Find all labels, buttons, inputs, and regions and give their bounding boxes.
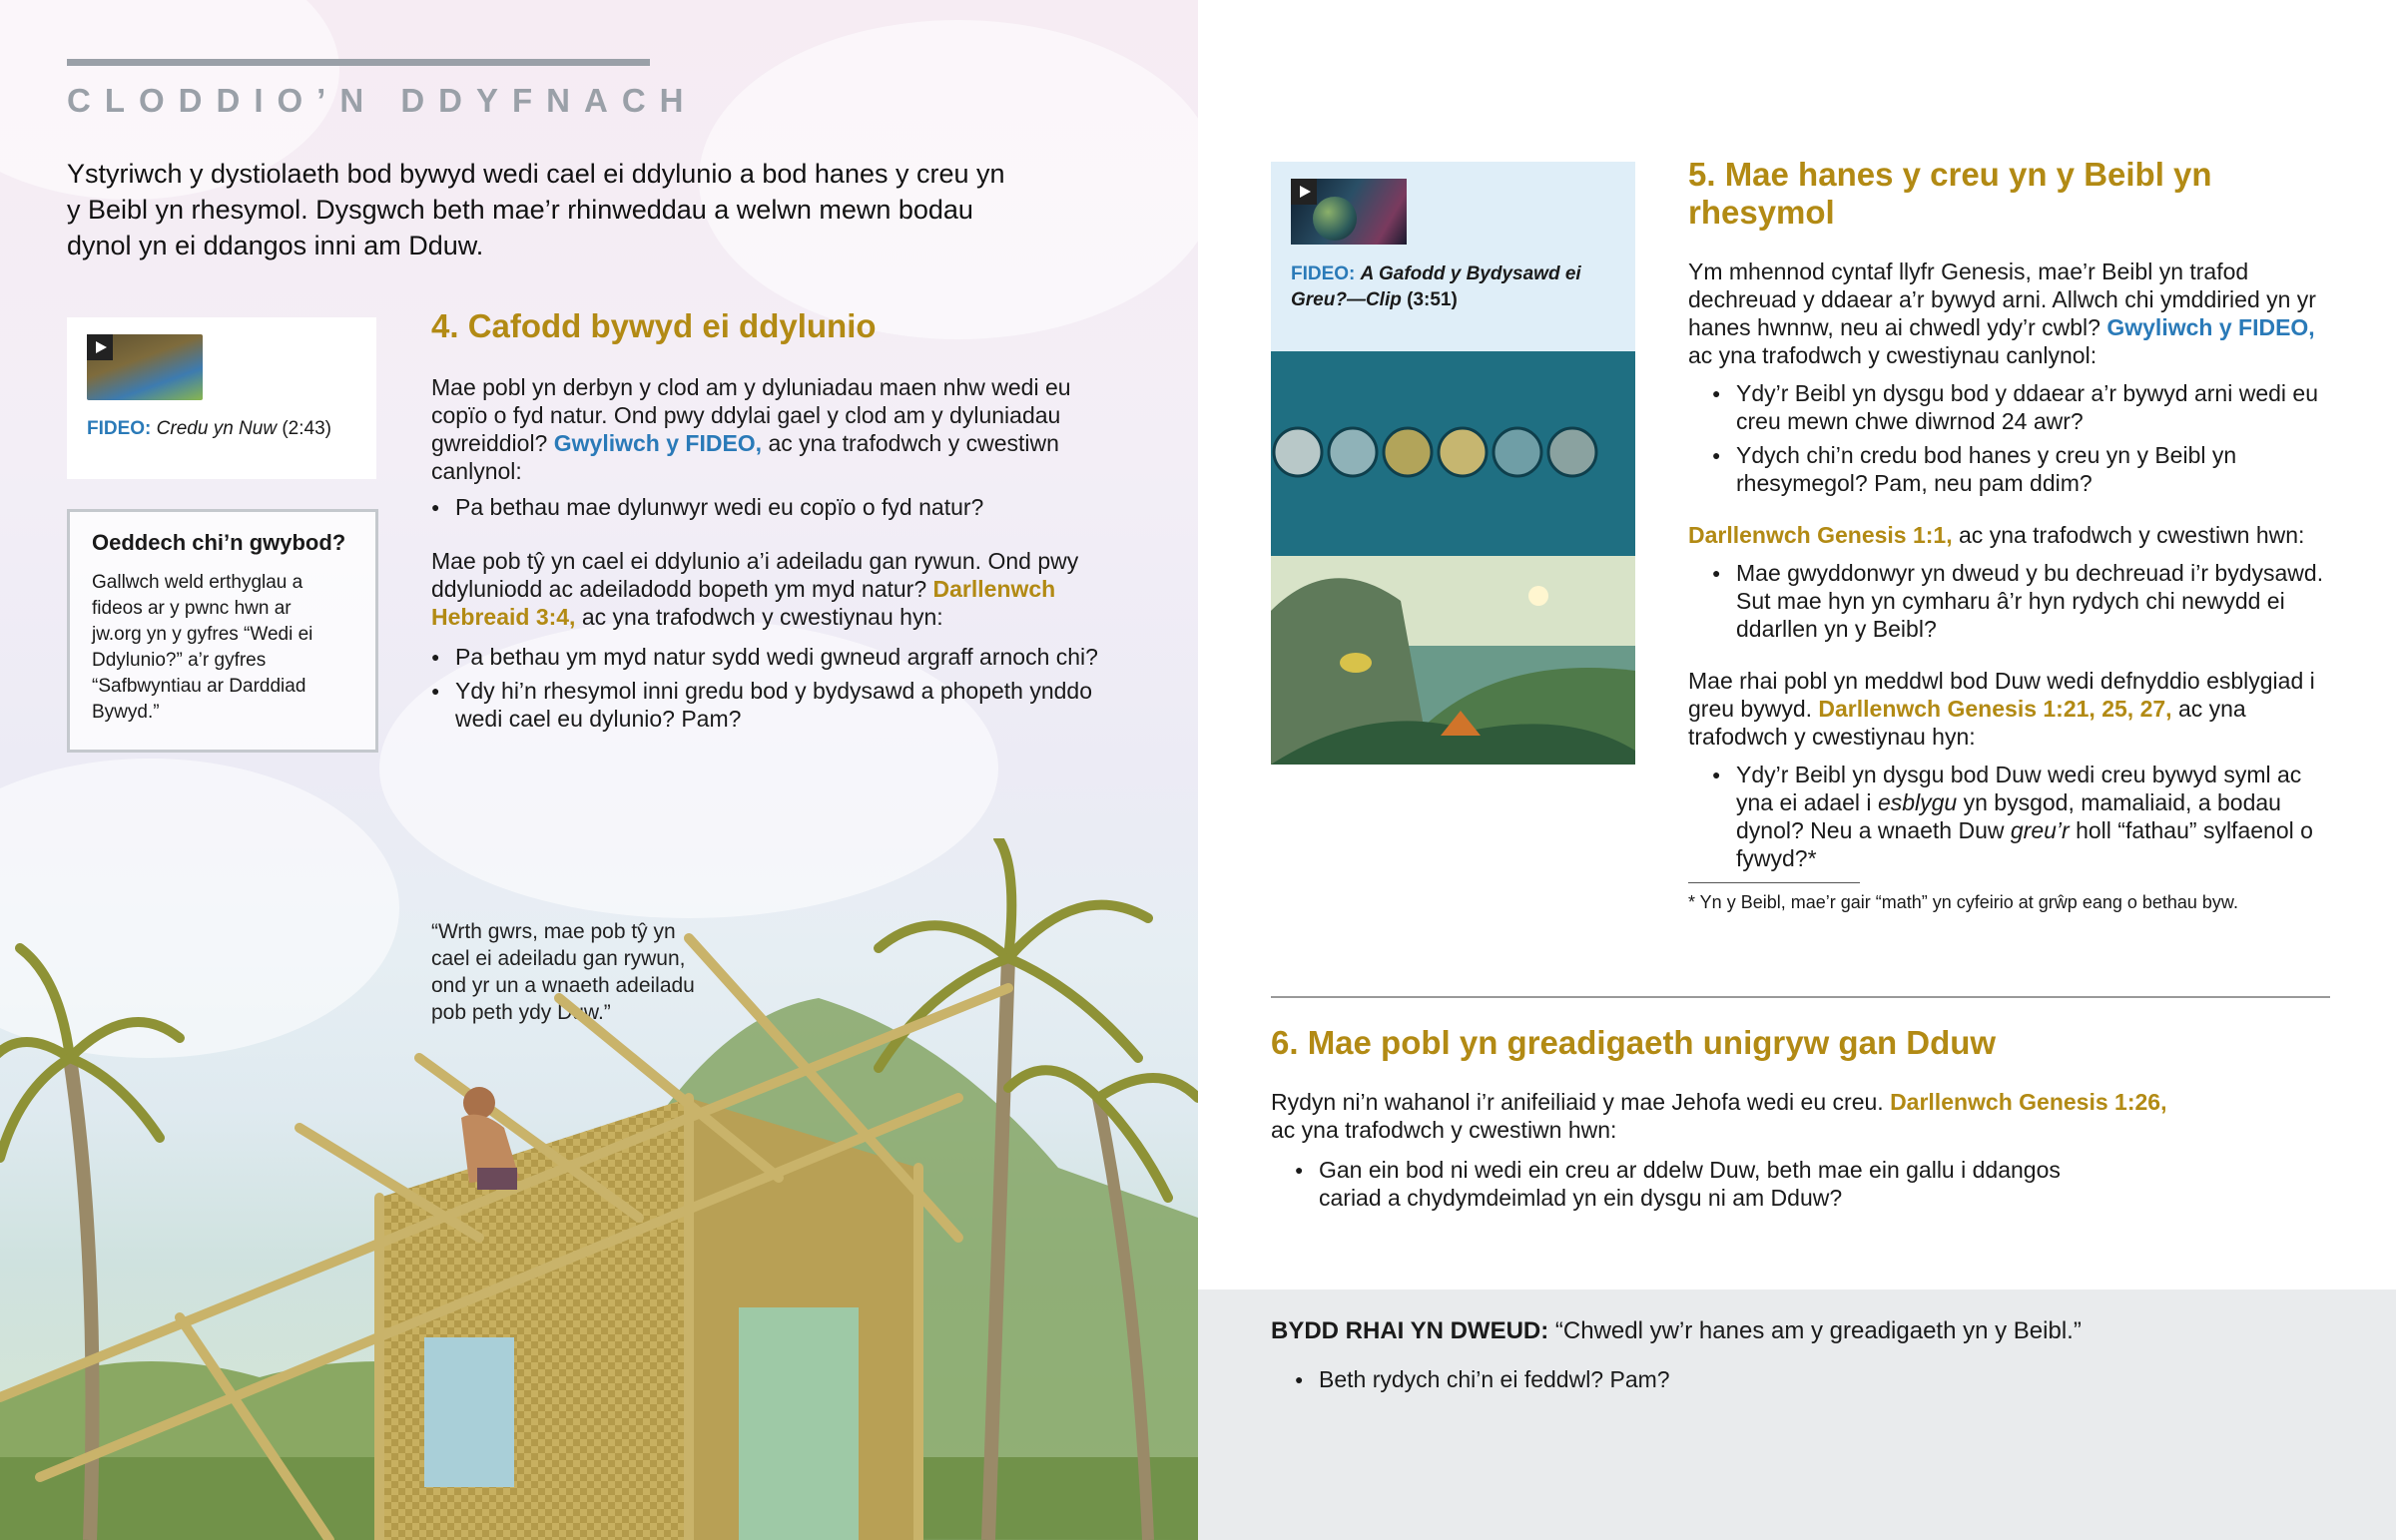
question-list xyxy=(1271,1156,2113,1212)
question-item: ● Pa bethau mae dylunwyr wedi eu copïo o fyd natur? xyxy=(431,493,1130,521)
section-4-heading: 4. Cafodd bywyd ei ddylunio xyxy=(431,307,877,344)
intro-text: Ystyriwch y dystiolaeth bod bywyd wedi cael ei ddylunio a bod hanes y creu yn y Beibl yn rhesymol. Dysgwch beth mae’r rhinweddau a welwn mewn bodau dynol yn ei ddangos inni am Dduw. xyxy=(67,159,1005,260)
question-item xyxy=(1712,761,2327,872)
question-item: ● Ydych chi’n credu bod hanes y creu yn y Beibl yn rhesymegol? Pam, neu pam ddim? xyxy=(1712,441,2327,497)
question-item: ● Ydy hi’n rhesymol inni gredu bod y bydysawd a phopeth ynddo wedi cael eu dylunio? Pam? xyxy=(431,677,1130,733)
question-text: yn bysgod, mamaliaid, a bodau dynol? Neu a wnaeth Duw xyxy=(1736,789,2281,843)
paragraph-tail: ac yna trafodwch y cwestiwn canlynol: xyxy=(431,430,1059,484)
creation-illustration xyxy=(1271,351,1635,765)
play-icon[interactable] xyxy=(1291,179,1317,205)
read-scripture-link[interactable]: Darllenwch Genesis 1:21, 25, 27, xyxy=(1818,696,2172,722)
section-6-body xyxy=(1271,1088,2169,1212)
did-you-know-text: Gallwch weld erthyglau a fideos ar y pwnc hwn ar jw.org yn y gyfres “Wedi ei Ddylunio?” a’r gyfres “Safbwyntiau ar Darddiad Bywyd.” xyxy=(92,572,313,723)
section-5-heading: 5. Mae hanes y creu yn y Beibl yn rhesymol xyxy=(1688,156,2212,231)
video-card-credu[interactable] xyxy=(67,317,376,479)
did-you-know-title: Oeddech chi’n gwybod? xyxy=(92,530,346,555)
question-list xyxy=(431,643,1130,733)
some-say-text: “Chwedl yw’r hanes am y greadigaeth yn y Beibl.” xyxy=(1554,1317,2082,1344)
question-text: Ydy’r Beibl yn dysgu bod Duw wedi creu bywyd syml ac yna ei adael i xyxy=(1736,762,2302,815)
read-scripture-link[interactable]: Darllenwch Hebreaid 3:4, xyxy=(431,576,1056,630)
question-list xyxy=(1688,559,2327,643)
watch-video-link[interactable]: Gwyliwch y FIDEO, xyxy=(553,430,763,456)
paragraph-tail: ac yna trafodwch y cwestiynau hyn: xyxy=(581,604,943,630)
section-5-paragraph-3 xyxy=(1688,667,2327,751)
video-thumbnail[interactable] xyxy=(87,334,203,400)
footnote-rule xyxy=(1688,882,1860,883)
paragraph-text: Ym mhennod cyntaf llyfr Genesis, mae’r Beibl yn trafod dechreuad y ddaear a’r bywyd arni. Allwch chi ymddiried yn yr hanes hwnnw, neu ai chwedl ydy’r cwbl? xyxy=(1688,258,2316,340)
bamboo-house-illustration xyxy=(0,838,1198,1540)
paragraph-text: Mae rhai pobl yn meddwl bod Duw wedi defnyddio esblygiad i greu bywyd. xyxy=(1688,668,2315,722)
paragraph-text: Rydyn ni’n wahanol i’r anifeiliaid y mae Jehofa wedi eu creu. xyxy=(1271,1089,1884,1115)
section-title: CLODDIO’N DDYFNACH xyxy=(67,82,698,119)
section-4-body xyxy=(431,373,1130,733)
question-list xyxy=(431,493,1130,521)
video-title: A Gafodd y Bydysawd ei Greu?—Clip xyxy=(1291,263,1581,310)
question-text: holl “fathau” sylfaenol o fywyd?* xyxy=(1736,817,2313,871)
section-4-paragraph-1 xyxy=(431,373,1130,485)
section-6-paragraph-1 xyxy=(1271,1088,2169,1144)
video-thumbnail[interactable] xyxy=(1291,179,1407,245)
question-item: ● Pa bethau ym myd natur sydd wedi gwneud argraff arnoch chi? xyxy=(431,643,1130,671)
question-item: ● Mae gwyddonwyr yn dweud y bu dechreuad i’r bydysawd. Sut mae hyn yn cymharu â’r hyn rydych chi newydd ei ddarllen yn y Beibl? xyxy=(1712,559,2327,643)
play-icon[interactable] xyxy=(87,334,113,360)
section-4-paragraph-2 xyxy=(431,547,1130,631)
section-divider xyxy=(1271,996,2330,998)
question-item: ● Gan ein bod ni wedi ein creu ar ddelw Duw, beth mae ein gallu i ddangos cariad a chydymdeimlad yn ein dysgu ni am Dduw? xyxy=(1295,1156,2113,1212)
footnote: * Yn y Beibl, mae’r gair “math” yn cyfeirio at grŵp eang o bethau byw. xyxy=(1688,892,2238,912)
question-list xyxy=(1688,379,2327,497)
video-title: Credu yn Nuw xyxy=(156,418,278,439)
video-card-bydysawd[interactable] xyxy=(1271,162,1635,351)
video-caption[interactable] xyxy=(1291,261,1610,313)
section-title-bar xyxy=(67,59,650,66)
paragraph-text: Mae pob tŷ yn cael ei ddylunio a’i adeiladu gan rywun. Ond pwy ddyluniodd ac adeiladodd bopeth ym myd natur? xyxy=(431,548,1079,602)
paragraph-tail: ac yna trafodwch y cwestiwn hwn: xyxy=(1271,1117,1617,1143)
section-5-paragraph-1 xyxy=(1688,257,2327,369)
question-list xyxy=(1295,1359,1670,1393)
some-say-label: BYDD RHAI YN DWEUD: xyxy=(1271,1317,1549,1344)
question-list xyxy=(1688,761,2327,872)
question-item: ● Ydy’r Beibl yn dysgu bod y ddaear a’r bywyd arni wedi eu creu mewn chwe diwrnod 24 awr? xyxy=(1712,379,2327,435)
video-duration: (3:51) xyxy=(1407,289,1458,310)
paragraph-text: Mae pobl yn derbyn y clod am y dyluniadau maen nhw wedi eu copïo o fyd natur. Ond pwy ddylai gael y clod am y dyluniadau gwreiddiol? xyxy=(431,374,1071,456)
read-scripture-link[interactable]: Darllenwch Genesis 1:26, xyxy=(1890,1089,2167,1115)
section-6-heading: 6. Mae pobl yn greadigaeth unigryw gan Dduw xyxy=(1271,1024,1997,1061)
question-item: ● Beth rydych chi’n ei feddwl? Pam? xyxy=(1295,1365,1670,1393)
paragraph-tail: ac yna trafodwch y cwestiynau canlynol: xyxy=(1688,342,2097,368)
emphasis-text: greu’r xyxy=(2010,817,2070,843)
section-5-body xyxy=(1688,257,2327,913)
watch-video-link[interactable]: Gwyliwch y FIDEO, xyxy=(2106,314,2315,340)
read-scripture-link[interactable]: Darllenwch Genesis 1:1, xyxy=(1688,522,1953,548)
did-you-know-box xyxy=(67,509,378,753)
video-label: FIDEO: xyxy=(1291,263,1356,284)
video-label: FIDEO: xyxy=(87,418,152,439)
some-say-line xyxy=(1271,1316,2269,1346)
scripture-quote: “Wrth gwrs, mae pob tŷ yn cael ei adeiladu gan rywun, ond yr un a wnaeth adeiladu pob peth ydy Duw.” xyxy=(431,920,695,1024)
paragraph-tail: ac yna trafodwch y cwestiynau hyn: xyxy=(1688,696,2246,750)
paragraph-tail: ac yna trafodwch y cwestiwn hwn: xyxy=(1959,522,2305,548)
section-5-paragraph-2 xyxy=(1688,521,2327,549)
emphasis-text: esblygu xyxy=(1877,789,1958,815)
video-duration: (2:43) xyxy=(282,418,331,439)
video-caption[interactable] xyxy=(87,417,331,441)
right-page xyxy=(1198,0,2396,1540)
some-say-panel xyxy=(1198,1289,2396,1540)
